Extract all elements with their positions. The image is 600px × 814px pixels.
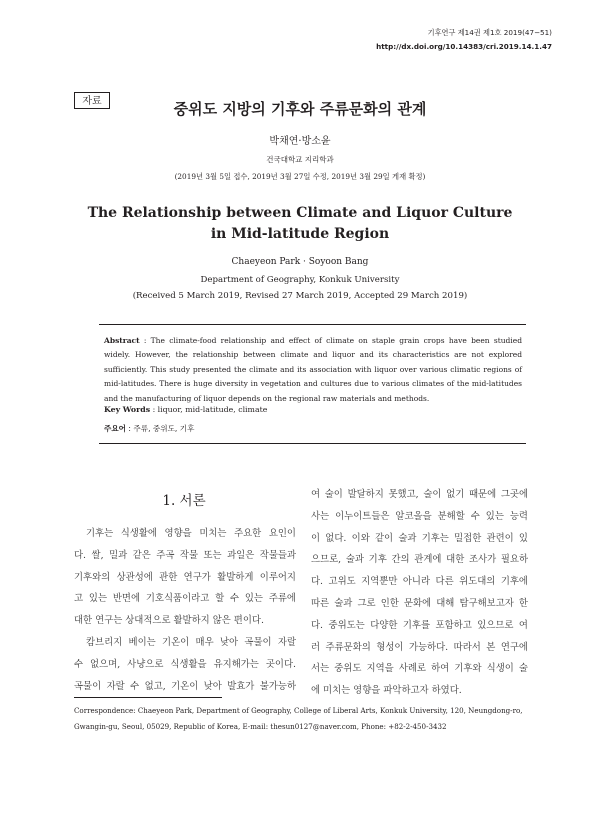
korean-keywords-text: : 주류, 중위도, 기후 xyxy=(126,424,195,433)
body-line: 대한 연구는 상대적으로 활발하지 않은 편이다. xyxy=(74,615,264,627)
english-affiliation: Department of Geography, Konkuk University xyxy=(200,275,400,285)
korean-authors: 박채연·방소윤 xyxy=(269,136,331,147)
body-line: 으므로, 술과 기후 간의 관계에 대한 조사가 필요하 xyxy=(311,554,528,566)
journal-header xyxy=(376,26,552,54)
keywords xyxy=(104,405,267,414)
english-title-line1: The Relationship between Climate and Liquor Culture xyxy=(87,205,513,221)
body-line: 이 없다. 이와 같이 술과 기후는 밀접한 관련이 있 xyxy=(311,532,528,544)
article-type-tag: 자료 xyxy=(74,92,110,109)
english-title xyxy=(0,203,600,245)
body-line: 서는 중위도 지역을 사례로 하여 기후와 식생이 술 xyxy=(311,663,528,675)
footnote-rule xyxy=(74,697,222,698)
keywords-label: Key Words xyxy=(104,405,151,414)
body-line: 러 주류문화의 형성이 가능하다. 따라서 본 연구에 xyxy=(311,641,528,653)
korean-keywords xyxy=(104,423,194,434)
korean-title: 중위도 지방의 기후와 주류문화의 관계 xyxy=(173,100,427,118)
english-title-line2: in Mid-latitude Region xyxy=(210,226,390,242)
body-line: 따른 술과 그로 인한 문화에 대해 탐구해보고자 한 xyxy=(311,597,528,609)
abstract-bottom-rule xyxy=(99,443,526,444)
section-title: 1. 서론 xyxy=(162,493,206,509)
body-line: 고 있는 반면에 기호식품이라고 할 수 있는 주류에 xyxy=(74,593,296,605)
english-dates: (Received 5 March 2019, Revised 27 March 2019, Accepted 29 March 2019) xyxy=(132,291,468,301)
korean-affiliation: 건국대학교 지리학과 xyxy=(266,155,334,164)
body-line: 다. 고위도 지역뿐만 아니라 다른 위도대의 기후에 xyxy=(311,576,528,588)
body-line: 곡물이 자랄 수 없고, 기온이 낮아 발효가 불가능하 xyxy=(74,680,296,692)
abstract xyxy=(104,334,522,406)
doi-link[interactable]: http://dx.doi.org/10.14383/cri.2019.14.1.47 xyxy=(376,42,552,51)
body-column-right xyxy=(311,484,528,702)
abstract-top-rule xyxy=(99,324,526,325)
korean-dates: (2019년 3월 5일 접수, 2019년 3월 27일 수정, 2019년 3월 29일 게재 확정) xyxy=(174,172,426,181)
journal-issue: 기후연구 제14권 제1호 2019(47−51) xyxy=(427,28,552,37)
body-line: 다. 중위도는 다양한 기후를 포함하고 있으므로 여 xyxy=(311,619,528,631)
korean-keywords-label: 주요어 xyxy=(104,424,127,433)
correspondence-footnote: Correspondence: Chaeyeon Park, Department of Geography, College of Liberal Arts, Konkuk University, 120, Neungdong-ro, Gwangin-gu, Seoul, 05029, Republic of Korea, E-mail: thesun0127@naver.com, Phone: +82-2-450-3432 xyxy=(74,706,523,731)
body-line: 사는 이누이트들은 알코올을 분해할 수 있는 능력 xyxy=(311,510,528,522)
body-line: 수 없으며, 사냥으로 식생활을 유지해가는 곳이다. xyxy=(74,658,296,670)
abstract-label: Abstract xyxy=(104,336,140,345)
abstract-text: : The climate-food relationship and effect of climate on staple grain crops have been studied widely. However, the relationship between climate and liquor and its characteristics are not explored sufficiently. This study presented the climate and its association with liquor over various climatic regions of mid-latitudes. There is huge diversity in vegetation and cultures due to various climates of the mid-latitudes and the manufacturing of liquor depends on the regional raw materials and methods. xyxy=(104,336,522,403)
english-authors: Chaeyeon Park · Soyoon Bang xyxy=(231,257,369,267)
body-line: 기후와의 상관성에 관한 연구가 활발하게 이루어지 xyxy=(74,571,296,583)
body-line: 여 술이 발달하지 못했고, 술이 없기 때문에 그곳에 xyxy=(311,489,528,500)
body-line: 에 미치는 영향을 파악하고자 하였다. xyxy=(311,685,462,697)
body-column-left xyxy=(74,523,296,697)
body-line: 다. 쌀, 밀과 같은 주곡 작물 또는 과일은 작물들과 xyxy=(74,549,296,561)
keywords-text: : liquor, mid-latitude, climate xyxy=(150,405,268,414)
body-line: 기후는 식생활에 영향을 미치는 주요한 요인이 xyxy=(86,528,296,539)
body-line: 캄브리지 베이는 기온이 매우 낮아 곡물이 자랄 xyxy=(86,636,296,648)
